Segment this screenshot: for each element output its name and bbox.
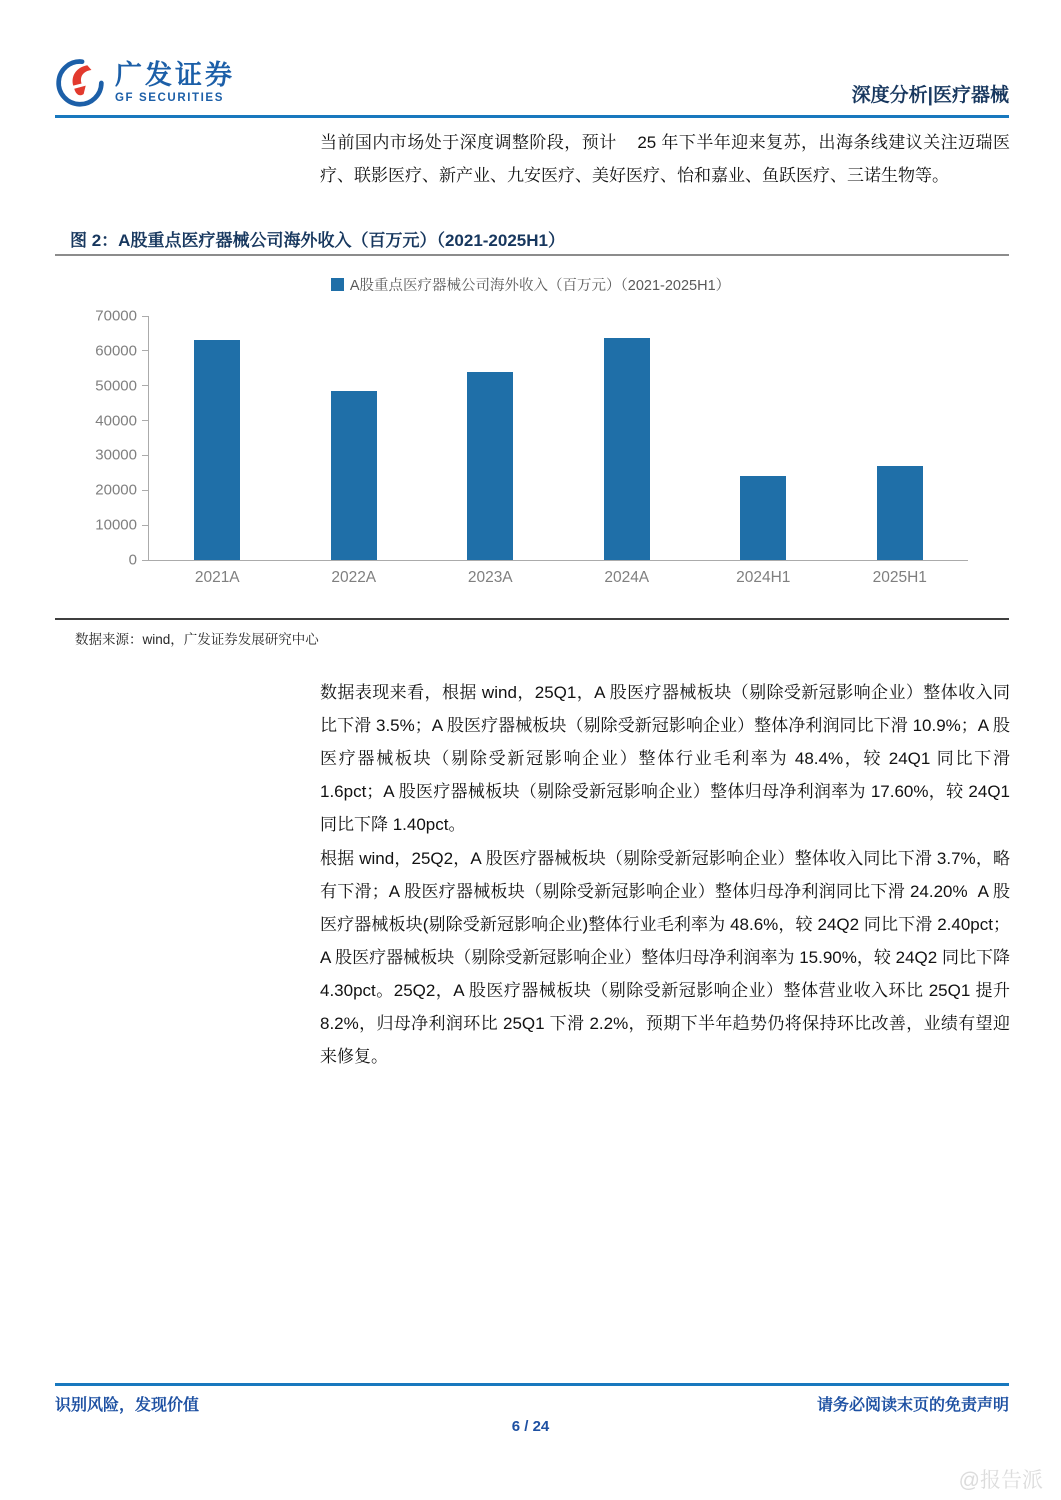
y-axis-tick-mark [142,455,149,456]
brand-name-cn: 广发证券 [115,59,235,90]
watermark: @报告派 [958,1469,1043,1492]
bar-2021A [194,340,240,560]
y-axis-tick-label: 20000 [95,481,137,499]
figure-top-divider [55,254,1009,256]
y-axis-tick-mark [142,350,149,351]
chart-bottom-divider [55,618,1009,620]
body-paragraph-1: 数据表现来看，根据 wind，25Q1，A 股医疗器械板块（剔除受新冠影响企业）整体收入同比下滑 3.5%；A 股医疗器械板块（剔除受新冠影响企业）整体净利润同比下滑 10.9%；A 股医疗器械板块（剔除受新冠影响企业）整体行业毛利率为 48.4%，较 24Q1 同比下滑 1.6pct；A 股医疗器械板块（剔除受新冠影响企业）整体归母净利润率为 17.60%，较 24Q1 同比下降 1.40pct。 [320,683,1015,834]
y-axis-tick-label: 0 [128,551,137,569]
brand-text [115,59,235,105]
footer-disclaimer-note: 请务必阅读末页的免责声明 [816,1397,1009,1414]
data-source-note: 数据来源：wind，广发证券发展研究中心 [75,632,319,647]
y-axis-tick-mark [142,385,149,386]
chart-legend [75,274,986,295]
y-axis-tick-mark [142,560,149,561]
report-type-sector-label: 深度分析|医疗器械 [851,85,1009,106]
y-axis-tick-mark [142,420,149,421]
brand-name-en: GF SECURITIES [115,91,224,104]
x-axis-label-2022A: 2022A [331,569,377,586]
chart-plot-area [95,307,968,586]
bar-chart [75,268,986,600]
y-axis-tick-label: 40000 [95,412,137,430]
x-axis-label-2024A: 2024A [604,569,650,586]
y-axis-tick-mark [142,490,149,491]
x-axis-label-2024H1: 2024H1 [736,569,791,586]
y-axis-tick-label: 70000 [95,307,137,325]
y-axis-tick-label: 10000 [95,516,137,534]
bar-2023A [467,372,513,560]
footer-slogan: 识别风险，发现价值 [55,1397,200,1414]
y-axis-tick-label: 30000 [95,446,137,464]
page-number: 6 / 24 [511,1418,550,1435]
body-paragraph-2: 根据 wind，25Q2，A 股医疗器械板块（剔除受新冠影响企业）整体收入同比下滑 3.7%，略有下滑；A 股医疗器械板块（剔除受新冠影响企业）整体归母净利润同比下滑 24.20% A 股医疗器械板块(剔除受新冠影响企业)整体行业毛利率为 48.6%，较 24Q2 同比下滑 2.40pct；A 股医疗器械板块（剔除受新冠影响企业）整体归母净利润率为 15.90%，较 24Q2 同比下降 4.30pct。25Q2，A 股医疗器械板块（剔除受新冠影响企业）整体营业收入环比 25Q1 提升 8.2%，归母净利润环比 25Q1 下滑 2.2%，预期下半年趋势仍将保持环比改善，业绩有望迎来修复。 [320,849,1015,1066]
x-axis-label-2023A: 2023A [467,569,513,586]
bar-2022A [331,391,377,560]
legend-label: A股重点医疗器械公司海外收入（百万元）（2021-2025H1） [349,278,731,294]
bar-2024A [604,338,650,560]
y-axis-tick-label: 50000 [95,377,137,395]
gf-securities-logo [55,58,235,108]
y-axis-tick-mark [142,525,149,526]
x-axis-label-2025H1: 2025H1 [872,569,927,586]
gf-securities-logo-icon [55,58,105,108]
bar-2024H1 [740,476,786,560]
page-header [55,58,1009,118]
intro-paragraph: 当前国内市场处于深度调整阶段，预计 25 年下半年迎来复苏，出海条线建议关注迈瑞医疗、联影医疗、新产业、九安医疗、美好医疗、怡和嘉业、鱼跃医疗、三诺生物等。 [320,133,1010,185]
y-axis-tick-label: 60000 [95,342,137,360]
footer-divider [55,1383,1009,1386]
y-axis-tick-mark [142,316,149,317]
legend-marker [331,278,344,291]
figure-caption: 图 2：A股重点医疗器械公司海外收入（百万元）（2021-2025H1） [70,231,565,250]
bar-2025H1 [877,466,923,560]
x-axis-label-2021A: 2021A [194,569,240,586]
